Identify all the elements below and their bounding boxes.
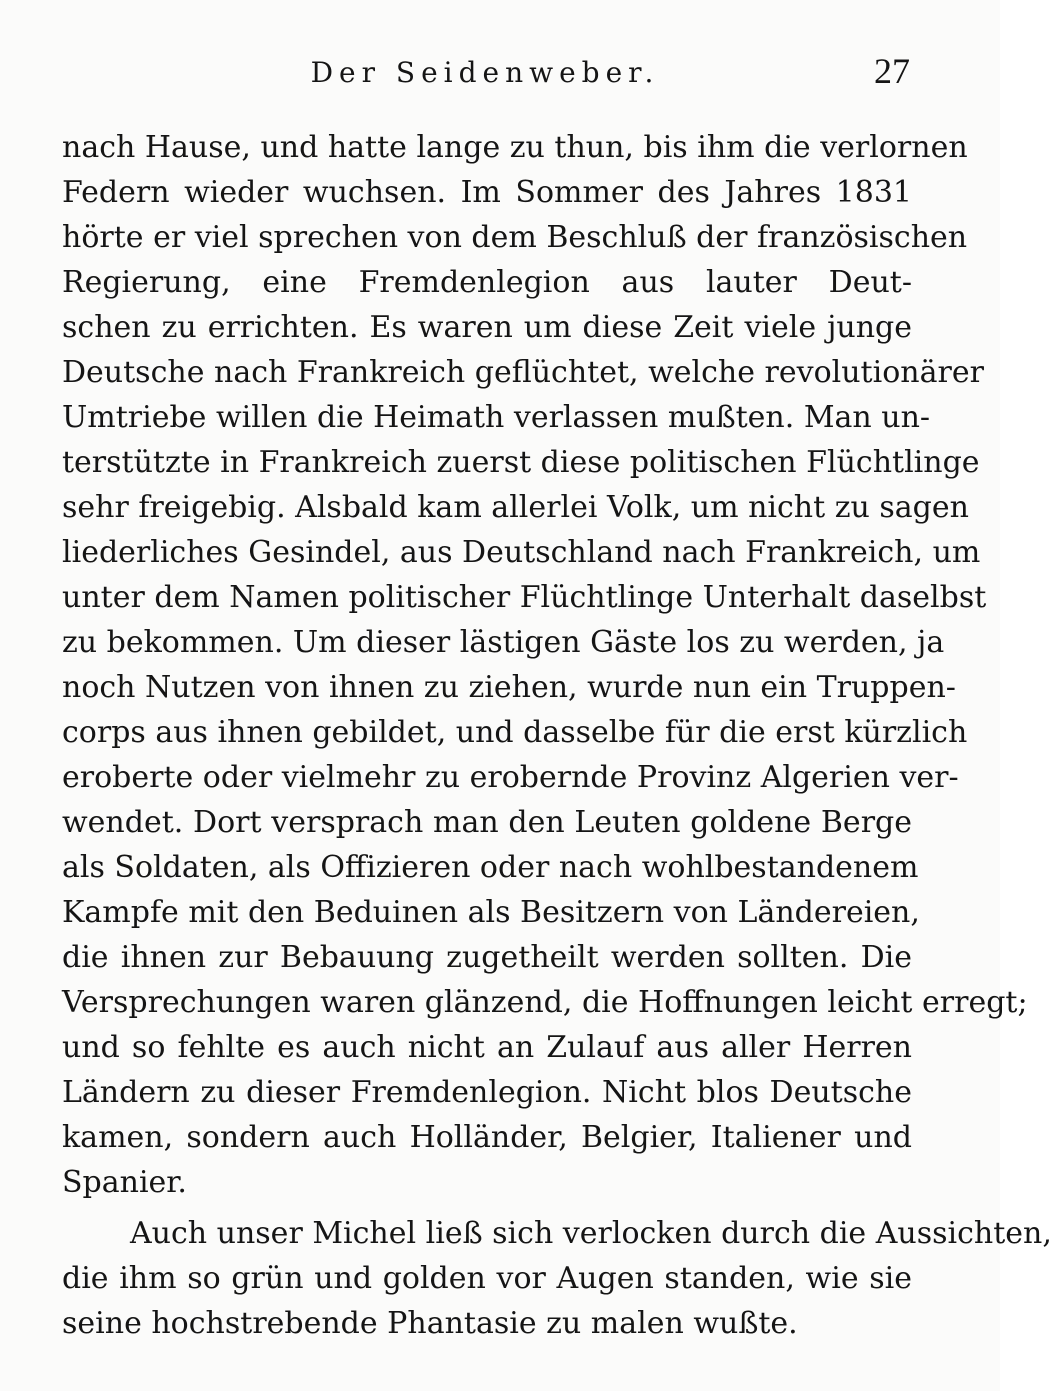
page-number: 27 xyxy=(874,51,910,91)
text-line: nach Hause, und hatte lange zu thun, bis ihm die verlornen xyxy=(62,130,968,165)
text-line: Spanier. xyxy=(62,1165,187,1200)
text-line: eroberte oder vielmehr zu erobernde Provinz Algerien ver- xyxy=(62,760,959,795)
text-line: Kampfe mit den Beduinen als Besitzern von Ländereien, xyxy=(62,895,920,930)
text-line: die ihm so grün und golden vor Augen standen, wie sie xyxy=(62,1261,912,1296)
text-line: wendet. Dort versprach man den Leuten goldene Berge xyxy=(62,805,912,840)
text-line: seine hochstrebende Phantasie zu malen wußte. xyxy=(62,1306,798,1341)
text-line: und so fehlte es auch nicht an Zulauf aus aller Herren xyxy=(62,1030,912,1065)
text-line: zu bekommen. Um dieser lästigen Gäste los zu werden, ja xyxy=(62,625,945,660)
running-title: Der Seidenweber. xyxy=(310,56,660,89)
text-line: noch Nutzen von ihnen zu ziehen, wurde nun ein Truppen- xyxy=(62,670,956,705)
text-line: als Soldaten, als Offizieren oder nach wohlbestandenem xyxy=(62,850,919,885)
text-line: schen zu errichten. Es waren um diese Zeit viele junge xyxy=(62,310,912,345)
text-line: hörte er viel sprechen von dem Beschluß der französischen xyxy=(62,220,968,255)
text-line: Federn wieder wuchsen. Im Sommer des Jahres 1831 xyxy=(62,175,912,210)
text-line: Auch unser Michel ließ sich verlocken durch die Aussichten, xyxy=(130,1216,1052,1251)
text-line: terstützte in Frankreich zuerst diese politischen Flüchtlinge xyxy=(62,445,980,480)
text-line: Regierung, eine Fremdenlegion aus lauter Deut- xyxy=(62,265,912,300)
text-line: Deutsche nach Frankreich geflüchtet, welche revolutionärer xyxy=(62,355,984,390)
text-line: unter dem Namen politischer Flüchtlinge Unterhalt daselbst xyxy=(62,580,987,615)
paragraph-1 xyxy=(62,125,1028,1205)
text-line: kamen, sondern auch Holländer, Belgier, Italiener und xyxy=(62,1120,912,1155)
text-line: sehr freigebig. Alsbald kam allerlei Volk, um nicht zu sagen xyxy=(62,490,969,525)
text-line: Ländern zu dieser Fremdenlegion. Nicht blos Deutsche xyxy=(62,1075,912,1110)
text-line: liederliches Gesindel, aus Deutschland nach Frankreich, um xyxy=(62,535,981,570)
text-line: die ihnen zur Bebauung zugetheilt werden sollten. Die xyxy=(62,940,912,975)
page-header xyxy=(60,50,910,100)
paragraph-2 xyxy=(62,1211,1052,1346)
text-line: corps aus ihnen gebildet, und dasselbe für die erst kürzlich xyxy=(62,715,968,750)
body-text xyxy=(62,125,1052,1346)
text-line: Umtriebe willen die Heimath verlassen mußten. Man un- xyxy=(62,400,931,435)
text-line: Versprechungen waren glänzend, die Hoffnungen leicht erregt; xyxy=(62,985,1028,1020)
